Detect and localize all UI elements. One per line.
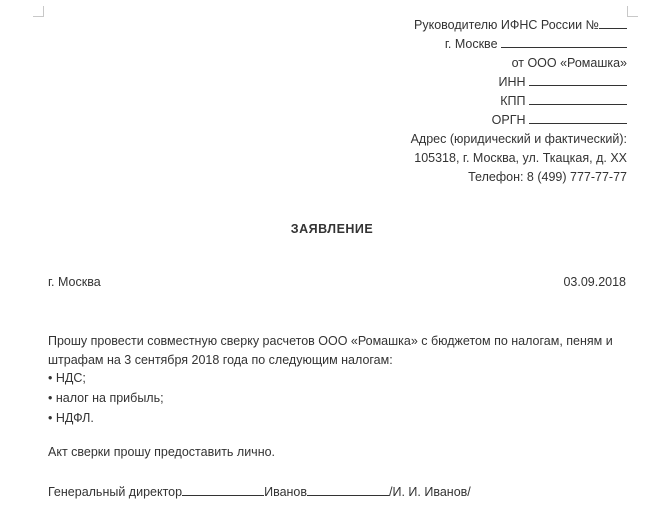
phone: Телефон: 8 (499) 777-77-77 xyxy=(468,170,627,184)
blank-line xyxy=(501,35,627,48)
address-value: 105318, г. Москва, ул. Ткацкая, д. XX xyxy=(414,151,627,165)
page-corner-mark-left xyxy=(33,6,44,17)
addressee-from: от ООО «Ромашка» xyxy=(511,56,627,70)
tax-list xyxy=(48,368,164,428)
signatory-initials: /И. И. Иванов/ xyxy=(389,485,471,499)
list-item: • НДФЛ. xyxy=(48,411,94,425)
signature-row xyxy=(48,483,471,499)
address-label: Адрес (юридический и фактический): xyxy=(410,132,627,146)
document-place: г. Москва xyxy=(48,275,101,289)
addressee-from-row xyxy=(411,54,627,73)
blank-line xyxy=(529,111,627,124)
kpp-row xyxy=(411,92,627,111)
list-item: • налог на прибыль; xyxy=(48,391,164,405)
inn-row xyxy=(411,73,627,92)
signature-line xyxy=(182,483,264,496)
signatory-position: Генеральный директор xyxy=(48,485,183,499)
document-date: 03.09.2018 xyxy=(563,275,626,289)
act-request: Акт сверки прошу предоставить лично. xyxy=(48,445,276,459)
signatory-surname: Иванов xyxy=(264,485,308,499)
page-corner-mark-right xyxy=(627,6,638,17)
blank-line xyxy=(529,92,627,105)
kpp-label: КПП xyxy=(500,94,526,108)
addressee-to: Руководителю ИФНС России № xyxy=(414,18,599,32)
ogrn-label: ОРГН xyxy=(491,113,526,127)
list-item: • НДС; xyxy=(48,371,86,385)
signature-line xyxy=(307,483,389,496)
addressee-to-row xyxy=(411,16,627,35)
request-text: Прошу провести совместную сверку расчетов ООО «Ромашка» с бюджетом по налогам, пеням и штрафам на 3 сентября 2018 года по следующим налогам: xyxy=(48,334,613,367)
address-value-row xyxy=(411,149,627,168)
inn-label: ИНН xyxy=(498,75,526,89)
addressee-block xyxy=(411,16,627,187)
blank-line xyxy=(529,73,627,86)
blank-line xyxy=(599,16,627,29)
phone-row xyxy=(411,168,627,187)
addressee-city-row xyxy=(411,35,627,54)
addressee-city: г. Москве xyxy=(444,37,498,51)
address-label-row xyxy=(411,130,627,149)
document-title: ЗАЯВЛЕНИЕ xyxy=(290,222,374,236)
ogrn-row xyxy=(411,111,627,130)
